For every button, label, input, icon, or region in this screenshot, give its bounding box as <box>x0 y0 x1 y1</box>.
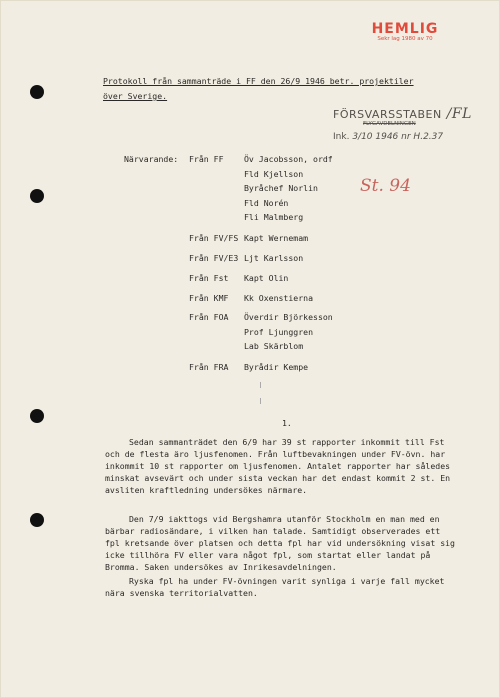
attendee: Prof Ljunggren <box>244 327 314 337</box>
attendee: Ljt Karlsson <box>244 253 304 263</box>
attendee: Lab Skärblom <box>244 341 304 351</box>
attendee: Öv Jacobsson, ordf <box>244 154 333 164</box>
classification-text: HEMLIG <box>371 21 439 37</box>
punch-hole <box>30 189 44 203</box>
paragraph <box>105 513 455 573</box>
received-reg-number: nr H.2.37 <box>401 131 444 142</box>
paragraph-line: nära svenska territorialvatten. <box>105 588 258 598</box>
section-number: 1. <box>282 418 292 428</box>
attendance-group: Från FRA <box>189 362 229 372</box>
received-dept: FLYGAVDELNINGEN <box>363 121 416 127</box>
attendee: Fli Malmberg <box>244 212 304 222</box>
punch-hole <box>30 85 44 99</box>
paragraph-line: Ryska fpl ha under FV-övningen varit synliga i varje fall mycket <box>129 576 445 586</box>
attendee: Byrådir Kempe <box>244 362 309 372</box>
paragraph-line: fpl kretsande över platsen och detta fpl har vid undersökning visat sig <box>105 538 455 548</box>
paragraph-line: Den 7/9 iakttogs vid Bergshamra utanför Stockholm en man med en <box>129 514 440 524</box>
received-ink-label: Ink. <box>333 131 350 142</box>
attendee: Kapt Wernemam <box>244 233 309 243</box>
paragraph-line: minskat avsevärt och under sista veckan har det endast kommit 2 st. En <box>105 473 451 483</box>
attendance-group: Från FOA <box>189 312 229 322</box>
handwritten-fl: /FL <box>441 106 472 122</box>
document-title-line-2: över Sverige. <box>103 91 168 101</box>
attendee: Fld Norén <box>244 198 289 208</box>
received-ink-date: 3/10 1946 <box>352 131 399 142</box>
attendance-group: Från Fst <box>189 273 229 283</box>
paragraph-line: icke tillhöra FV eller vara något fpl, som startat eller landat på <box>105 550 431 560</box>
punch-hole <box>30 513 44 527</box>
attendee: Byråchef Norlin <box>244 183 318 193</box>
received-stamp <box>333 107 472 142</box>
punch-hole <box>30 409 44 423</box>
attendance-group: Från FV/FS <box>189 233 239 243</box>
paragraph-line: avsliten kraftledning undersökes närmare. <box>105 485 308 495</box>
attendee: Fld Kjellson <box>244 169 304 179</box>
attendance-group: Från FF <box>189 154 224 164</box>
paragraph-line: bärbar radiosändare, i vilken han talade. Samtidigt observerades ett <box>105 526 441 536</box>
paragraph <box>105 436 455 496</box>
attendance-group: Från KMF <box>189 293 229 303</box>
attendee: Kk Oxenstierna <box>244 293 314 303</box>
faint-mark <box>260 398 261 404</box>
classification-law: Sekr lag 1980 av 70 <box>377 36 433 42</box>
paragraph-line: Sedan sammanträdet den 6/9 har 39 st rapporter inkommit till Fst <box>129 437 445 447</box>
paragraph-line: inkommit 10 st rapporter om ljusfenomen. Antalet rapporter har således <box>105 461 451 471</box>
paragraph <box>105 575 455 599</box>
attendee: Kapt Olin <box>244 273 289 283</box>
attendance-group: Från FV/E3 <box>189 253 239 263</box>
paragraph-line: och de flesta äro ljusfenomen. Från luftbevakningen under FV-övn. har <box>105 449 446 459</box>
document-title-line-1: Protokoll från sammanträde i FF den 26/9 1946 betr. projektiler <box>103 76 414 86</box>
classification-stamp <box>360 22 450 43</box>
attendee: Överdir Björkesson <box>244 312 333 322</box>
attendance-label: Närvarande: <box>124 154 179 164</box>
paragraph-line: Bromma. Saken undersökes av Inrikesavdelningen. <box>105 562 337 572</box>
handwritten-reference: St. 94 <box>360 176 411 196</box>
received-org: FÖRSVARSSTABEN <box>333 108 442 121</box>
faint-mark <box>260 382 261 388</box>
